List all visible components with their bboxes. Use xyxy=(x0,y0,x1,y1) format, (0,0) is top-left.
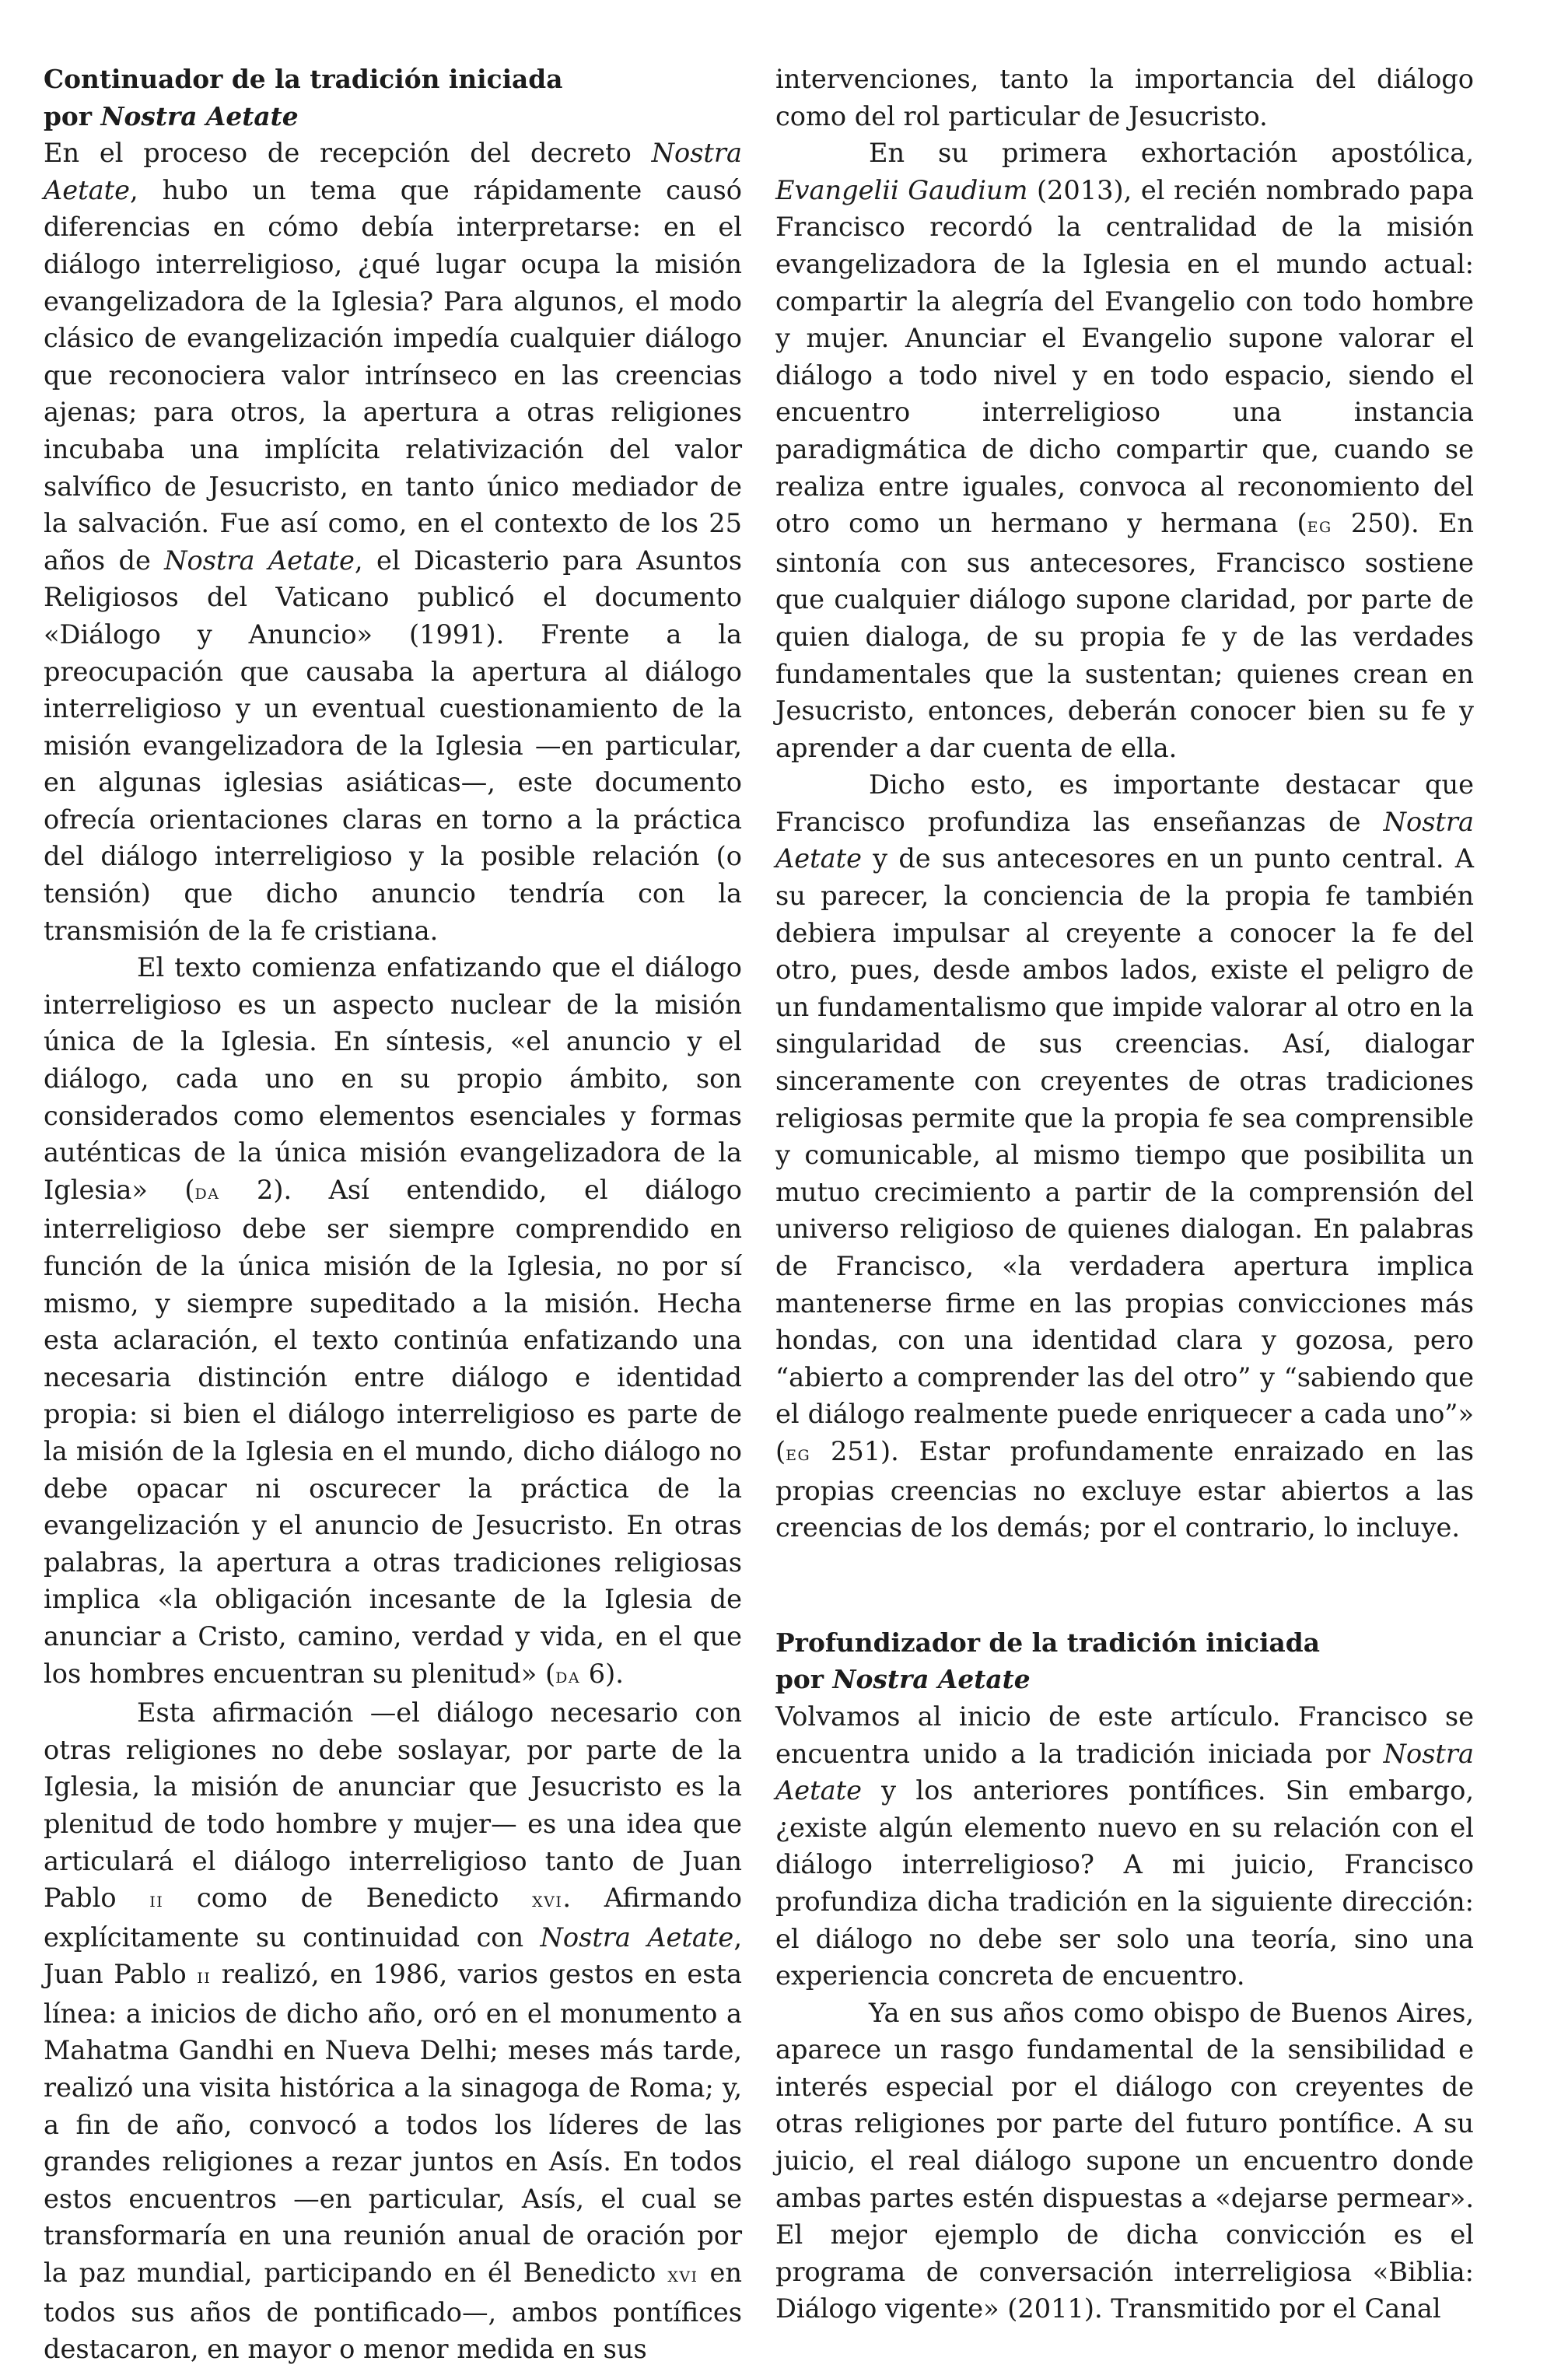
roman-numeral: xvi xyxy=(667,2263,698,2288)
text-run: 250). En sintonía con sus antecesores, Francisco sostiene que cualquier diálogo supone claridad, por parte de quien dialoga, de su propia fe y de las verdades fundamentales que la sustentan; quienes crean en Jesucristo, entonces, deberán conocer bien su fe y aprender a dar cuenta de ella. xyxy=(775,508,1475,763)
paragraph xyxy=(44,1694,742,2368)
text-run: , Juan Pablo xyxy=(44,1921,742,1990)
text-run: En su primera exhortación apostólica, xyxy=(869,138,1474,169)
roman-numeral: ii xyxy=(149,1888,164,1913)
paragraph xyxy=(44,135,742,949)
text-run: Esta afirmación —el diálogo necesario con otras religiones no debe soslayar, por parte de la Iglesia, la misión de anunciar que Jesucristo es la plenitud de todo hombre y mujer— es una idea que articulará el diálogo interreligioso tanto de Juan Pablo xyxy=(44,1697,742,1914)
paragraph xyxy=(775,61,1474,135)
section-heading-profundizador xyxy=(775,1624,1474,1698)
text-run: , el Dicasterio para Asuntos Religiosos del Vaticano publicó el documento «Diálogo y Anuncio» (1991). Frente a la preocupación que causaba la apertura al diálogo interreligioso y un eventual cuestionamiento de la misión evangelizadora de la Iglesia —en particular, en algunas iglesias asiáticas—, este documento ofrecía orientaciones claras en torno a la práctica del diálogo interreligioso y la posible relación (o tensión) que dicho anuncio tendría con la transmisión de la fe cristiana. xyxy=(44,545,742,946)
text-run: (2013), el recién nombrado papa Francisco recordó la centralidad de la misión evangelizadora de la Iglesia en el mundo actual: compartir la alegría del Evangelio con todo hombre y mujer. Anunciar el Evangelio supone valorar el diálogo a todo nivel y en todo espacio, siendo el encuentro interreligioso una instancia paradigmática de dicho compartir que, cuando se realiza entre iguales, convoca al reconomiento del otro como un hermano y hermana ( xyxy=(775,174,1474,539)
text-run: El texto comienza enfatizando que el diálogo interreligioso es un aspecto nuclear de la misión única de la Iglesia. En síntesis, «el anuncio y el diálogo, cada uno en su propio ámbito, son considerados como elementos esenciales y formas auténticas de la única misión evangelizadora de la Iglesia» ( xyxy=(44,952,742,1205)
italic-title: Nostra Aetate xyxy=(540,1921,734,1953)
paragraph xyxy=(775,1995,1474,2328)
paragraph xyxy=(775,766,1474,1546)
italic-title: Nostra Aetate xyxy=(164,545,355,576)
right-column xyxy=(775,61,1474,2328)
text-run: 6). xyxy=(580,1658,624,1689)
text-run: Ya en sus años como obispo de Buenos Aires, aparece un rasgo fundamental de la sensibilidad e interés especial por el diálogo con creyentes de otras religiones por parte del futuro pontífice. A su juicio, el real diálogo supone un encuentro donde ambas partes estén dispuestas a «dejarse permear». El mejor ejemplo de dicha convicción es el programa de conversación interreligiosa «Biblia: Diálogo vigente» (2011). Transmitido por el Canal xyxy=(775,1997,1474,2324)
paragraph xyxy=(775,135,1474,766)
roman-numeral: ii xyxy=(197,1964,212,1989)
text-run: y de sus antecesores en un punto central. A su parecer, la conciencia de la propia fe también debiera impulsar al creyente a conocer la fe del otro, pues, desde ambos lados, existe el peligro de un fundamentalismo que impide valorar al otro en la singularidad de sus creencias. Así, dialogar sinceramente con creyentes de otras tradiciones religiosas permite que la propia fe sea comprensible y comunicable, al mismo tiempo que posibilita un mutuo crecimiento a partir de la comprensión del universo religioso de quienes dialogan. En palabras de Francisco, «la verdadera apertura implica mantenerse firme en las propias convicciones más hondas, con una identidad clara y gozosa, pero “abierto a comprender las del otro” y “sabiendo que el diálogo realmente puede enriquecer a cada uno”» ( xyxy=(775,843,1474,1466)
text-run: 2). Así entendido, el diálogo interreligioso debe ser siempre comprendido en función de la única misión de la Iglesia, no por sí mismo, y siempre supeditado a la misión. Hecha esta aclaración, el texto continúa enfatizando una necesaria distinción entre diálogo e identidad propia: si bien el diálogo interreligioso es parte de la misión de la Iglesia en el mundo, dicho diálogo no debe opacar ni oscurecer la práctica de la evangelización y el anuncio de Jesucristo. En otras palabras, la apertura a otras tradiciones religiosas implica «la obligación incesante de la Iglesia de anunciar a Cristo, camino, verdad y vida, en el que los hombres encuentran su plenitud» ( xyxy=(44,1174,742,1689)
heading-text: Profundizador de la tradición iniciada xyxy=(775,1627,1320,1658)
italic-title: Nostra Aetate xyxy=(44,138,742,205)
citation-abbrev: da xyxy=(194,1179,220,1204)
heading-italic-title: Nostra Aetate xyxy=(832,1664,1031,1695)
citation-abbrev: eg xyxy=(1307,513,1332,538)
heading-por: por xyxy=(775,1664,833,1695)
citation-abbrev: eg xyxy=(786,1441,811,1466)
text-run: y los anteriores pontífices. Sin embargo, ¿existe algún elemento nuevo en su relación con el diálogo interreligioso? A mi juicio, Francisco profundiza dicha tradición en la siguiente dirección: el diálogo no debe ser solo una teoría, sino una experiencia concreta de encuentro. xyxy=(775,1775,1474,1991)
heading-text: Continuador de la tradición iniciada xyxy=(44,64,563,94)
text-run: realizó, en 1986, varios gestos en esta línea: a inicios de dicho año, oró en el monumento a Mahatma Gandhi en Nueva Delhi; meses más tarde, realizó una visita histórica a la sinagoga de Roma; y, a fin de año, convocó a todos los líderes de las grandes religiones a rezar juntos en Asís. En todos estos encuentros —en particular, Asís, el cual se transformaría en una reunión anual de oración por la paz mundial, participando en él Benedicto xyxy=(44,1959,742,2289)
text-run: . Afirmando explícitamente su continuidad con xyxy=(44,1883,742,1953)
citation-abbrev: da xyxy=(555,1663,581,1688)
text-run: como de Benedicto xyxy=(163,1883,533,1914)
text-run: intervenciones, tanto la importancia del diálogo como del rol particular de Jesucristo. xyxy=(775,64,1474,131)
text-run: en todos sus años de pontificado—, ambos pontífices destacaron, en mayor o menor medida en sus xyxy=(44,2258,743,2365)
italic-title: Nostra Aetate xyxy=(775,806,1474,874)
italic-title: Evangelii Gaudium xyxy=(775,174,1028,205)
roman-numeral: xvi xyxy=(532,1888,563,1913)
text-run: En el proceso de recepción del decreto xyxy=(44,138,652,169)
section-heading-continuador xyxy=(44,61,742,135)
paragraph xyxy=(44,949,742,1694)
heading-italic-title: Nostra Aetate xyxy=(100,100,299,131)
paragraph xyxy=(775,1698,1474,1995)
text-run: , hubo un tema que rápidamente causó diferencias en cómo debía interpretarse: en el diálogo interreligioso, ¿qué lugar ocupa la misión evangelizadora de la Iglesia? Para algunos, el modo clásico de evangelización impedía cualquier diálogo que reconociera valor intrínseco en las creencias ajenas; para otros, la apertura a otras religiones incubaba una implícita relativización del valor salvífico de Jesucristo, en tanto único mediador de la salvación. Fue así como, en el contexto de los 25 años de xyxy=(44,174,742,576)
heading-por: por xyxy=(44,100,101,131)
text-run: Volvamos al inicio de este artículo. Francisco se encuentra unido a la tradición iniciada por xyxy=(775,1701,1474,1769)
left-column xyxy=(44,61,742,2368)
italic-title: Nostra Aetate xyxy=(775,1738,1474,1806)
text-run: Dicho esto, es importante destacar que Francisco profundiza las enseñanzas de xyxy=(775,769,1474,837)
text-run: 251). Estar profundamente enraizado en las propias creencias no excluye estar abiertos a las creencias de los demás; por el contrario, lo incluye. xyxy=(775,1435,1474,1543)
